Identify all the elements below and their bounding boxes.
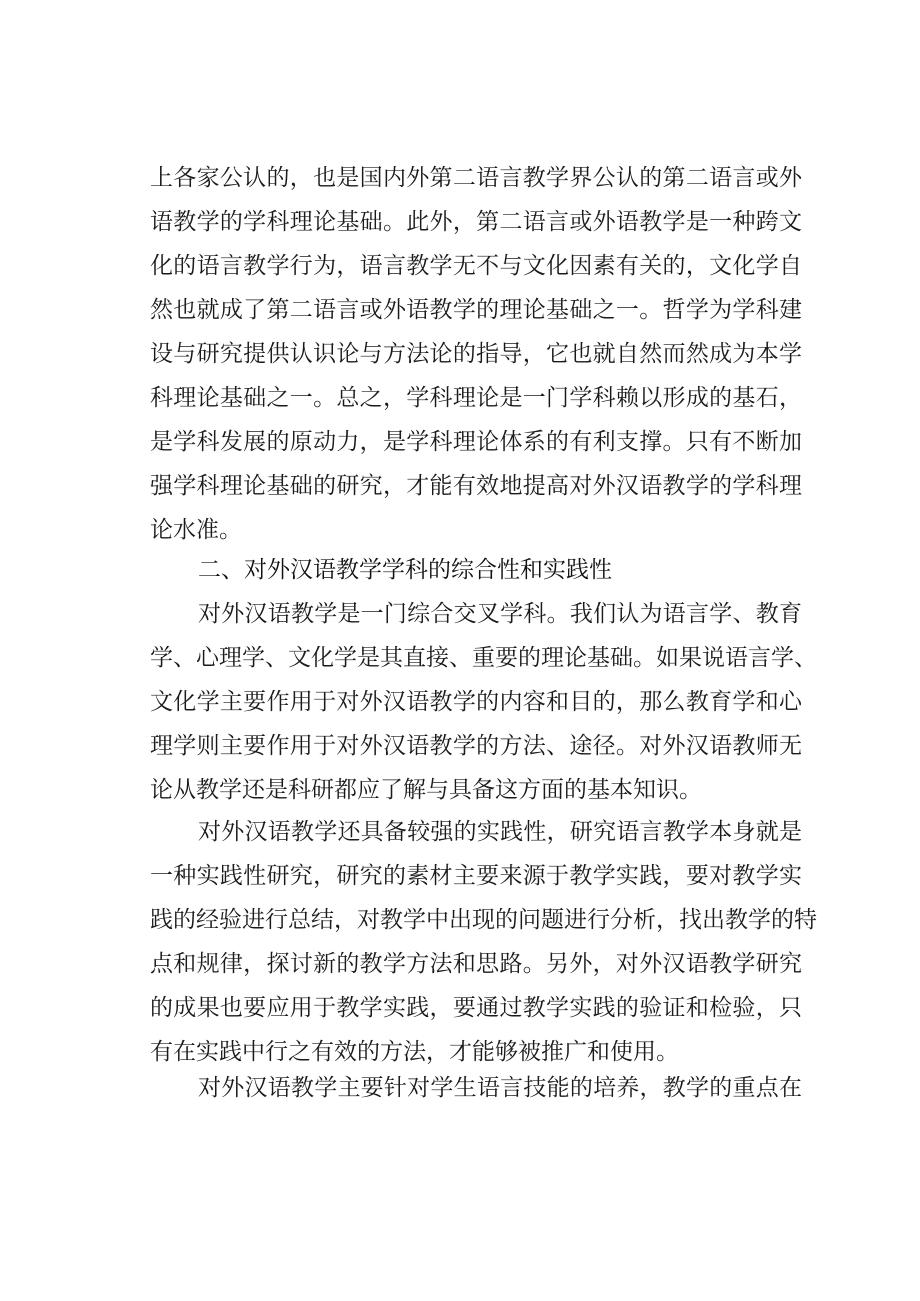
paragraph-line: 是学科发展的原动力，是学科理论体系的有利支撑。只有不断加 [150,429,802,455]
paragraph-line: 对外汉语教学主要针对学生语言技能的培养，教学的重点在 [198,1075,802,1101]
paragraph-line: 理学则主要作用于对外汉语教学的方法、途径。对外汉语教师无 [150,733,802,759]
paragraph-line: 科理论基础之一。总之，学科理论是一门学科赖以形成的基石， [150,385,802,411]
section-heading: 二、对外汉语教学学科的综合性和实践性 [198,557,612,583]
paragraph-line: 的成果也要应用于教学实践，要通过教学实践的验证和检验，只 [150,995,802,1021]
paragraph-line: 文化学主要作用于对外汉语教学的内容和目的，那么教育学和心 [150,689,802,715]
paragraph-line: 语教学的学科理论基础。此外，第二语言或外语教学是一种跨文 [150,209,802,235]
paragraph-line: 有在实践中行之有效的方法，才能够被推广和使用。 [150,1039,679,1065]
paragraph-line: 践的经验进行总结，对教学中出现的问题进行分析，找出教学的特 [150,907,817,933]
paragraph-line: 点和规律，探讨新的教学方法和思路。另外，对外汉语教学研究 [150,951,802,977]
paragraph-line: 上各家公认的，也是国内外第二语言教学界公认的第二语言或外 [150,165,802,191]
paragraph-line: 对外汉语教学是一门综合交叉学科。我们认为语言学、教育 [198,601,802,627]
paragraph-line: 一种实践性研究，研究的素材主要来源于教学实践，要对教学实 [150,863,802,889]
paragraph-line: 论从教学还是科研都应了解与具备这方面的基本知识。 [150,777,702,803]
paragraph-line: 化的语言教学行为，语言教学无不与文化因素有关的，文化学自 [150,253,802,279]
paragraph-line: 强学科理论基础的研究，才能有效地提高对外汉语教学的学科理 [150,473,802,499]
paragraph-line: 然也就成了第二语言或外语教学的理论基础之一。哲学为学科建 [150,297,802,323]
paragraph-line: 设与研究提供认识论与方法论的指导，它也就自然而然成为本学 [150,341,802,367]
paragraph-line: 论水准。 [150,517,242,543]
paragraph-line: 学、心理学、文化学是其直接、重要的理论基础。如果说语言学、 [150,645,817,671]
paragraph-line: 对外汉语教学还具备较强的实践性，研究语言教学本身就是 [198,819,802,845]
